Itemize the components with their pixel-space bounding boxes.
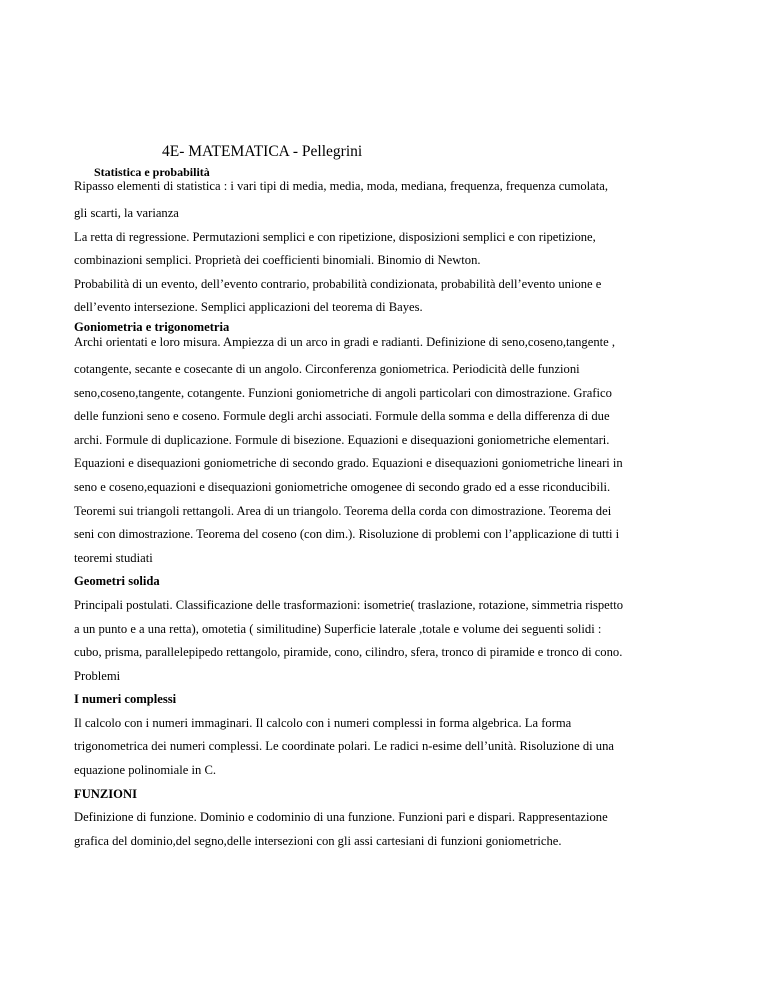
- text-line: La retta di regressione. Permutazioni semplici e con ripetizione, disposizioni semplici e con ripetizione,: [74, 229, 596, 244]
- text-line: combinazioni semplici. Proprietà dei coefficienti binomiali. Binomio di Newton.: [74, 253, 481, 268]
- text-line: Ripasso elementi di statistica : i vari tipi di media, media, moda, mediana, frequenza, frequenza cumolata,: [74, 179, 608, 193]
- text-line: archi. Formule di duplicazione. Formule di bisezione. Equazioni e disequazioni goniometriche elementari.: [74, 432, 610, 447]
- section-heading-geometria: Geometri solida: [74, 574, 160, 589]
- text-line: a un punto e a una retta), omotetia ( similitudine) Superficie laterale ,totale e volume dei seguenti solidi :: [74, 621, 602, 636]
- section-heading-numeri-complessi: I numeri complessi: [74, 692, 177, 707]
- text-line: Archi orientati e loro misura. Ampiezza di un arco in gradi e radianti. Definizione di seno,coseno,tangente ,: [74, 334, 615, 349]
- text-line: seno e coseno,equazioni e disequazioni goniometriche omogenee di secondo grado ed a esse riconducibili.: [74, 479, 611, 494]
- text-line: grafica del dominio,del segno,delle intersezioni con gli assi cartesiani di funzioni goniometriche.: [74, 833, 562, 848]
- text-line: Principali postulati. Classificazione delle trasformazioni: isometrie( traslazione, rotazione, simmetria rispetto: [74, 597, 624, 612]
- text-line: Teoremi sui triangoli rettangoli. Area di un triangolo. Teorema della corda con dimostrazione. Teorema dei: [74, 503, 612, 518]
- text-line: equazione polinomiale in C.: [74, 763, 216, 778]
- document-body: [74, 165, 714, 853]
- text-line: dell’evento intersezione. Semplici applicazioni del teorema di Bayes.: [74, 300, 423, 315]
- section-body-geometria: [74, 594, 714, 688]
- section-body-statistica: [74, 179, 714, 320]
- section-heading-statistica: Statistica e probabilità: [94, 165, 210, 179]
- text-line: Il calcolo con i numeri immaginari. Il calcolo con i numeri complessi in forma algebrica. La forma: [74, 715, 572, 730]
- text-line: cotangente, secante e cosecante di un angolo. Circonferenza goniometrica. Periodicità delle funzioni: [74, 361, 580, 376]
- text-line: seni con dimostrazione. Teorema del coseno (con dim.). Risoluzione di problemi con l’applicazione di tutti i: [74, 527, 620, 542]
- section-body-goniometria: [74, 335, 714, 570]
- text-line: gli scarti, la varianza: [74, 206, 179, 220]
- text-line: delle funzioni seno e coseno. Formule degli archi associati. Formule della somma e della differenza di due: [74, 409, 610, 424]
- section-body-numeri-complessi: [74, 712, 714, 783]
- section-heading-funzioni: FUNZIONI: [74, 786, 137, 801]
- text-line: trigonometrica dei numeri complessi. Le coordinate polari. Le radici n-esime dell’unità. Risoluzione di una: [74, 739, 614, 754]
- text-line: cubo, prisma, parallelepipedo rettangolo, piramide, cono, cilindro, sfera, tronco di piramide e tronco di cono.: [74, 645, 623, 660]
- section-body-funzioni: [74, 806, 714, 853]
- text-line: Equazioni e disequazioni goniometriche di secondo grado. Equazioni e disequazioni goniometriche lineari in: [74, 456, 623, 471]
- document-title: 4E- MATEMATICA - Pellegrini: [162, 143, 363, 160]
- text-line: Definizione di funzione. Dominio e codominio di una funzione. Funzioni pari e dispari. Rappresentazione: [74, 810, 608, 825]
- text-line: teoremi studiati: [74, 550, 153, 565]
- section-heading-goniometria: Goniometria e trigonometria: [74, 319, 230, 334]
- text-line: seno,coseno,tangente, cotangente. Funzioni goniometriche di angoli particolari con dimostrazione. Grafico: [74, 385, 612, 400]
- text-line: Problemi: [74, 668, 121, 683]
- text-line: Probabilità di un evento, dell’evento contrario, probabilità condizionata, probabilità dell’evento unione e: [74, 276, 602, 291]
